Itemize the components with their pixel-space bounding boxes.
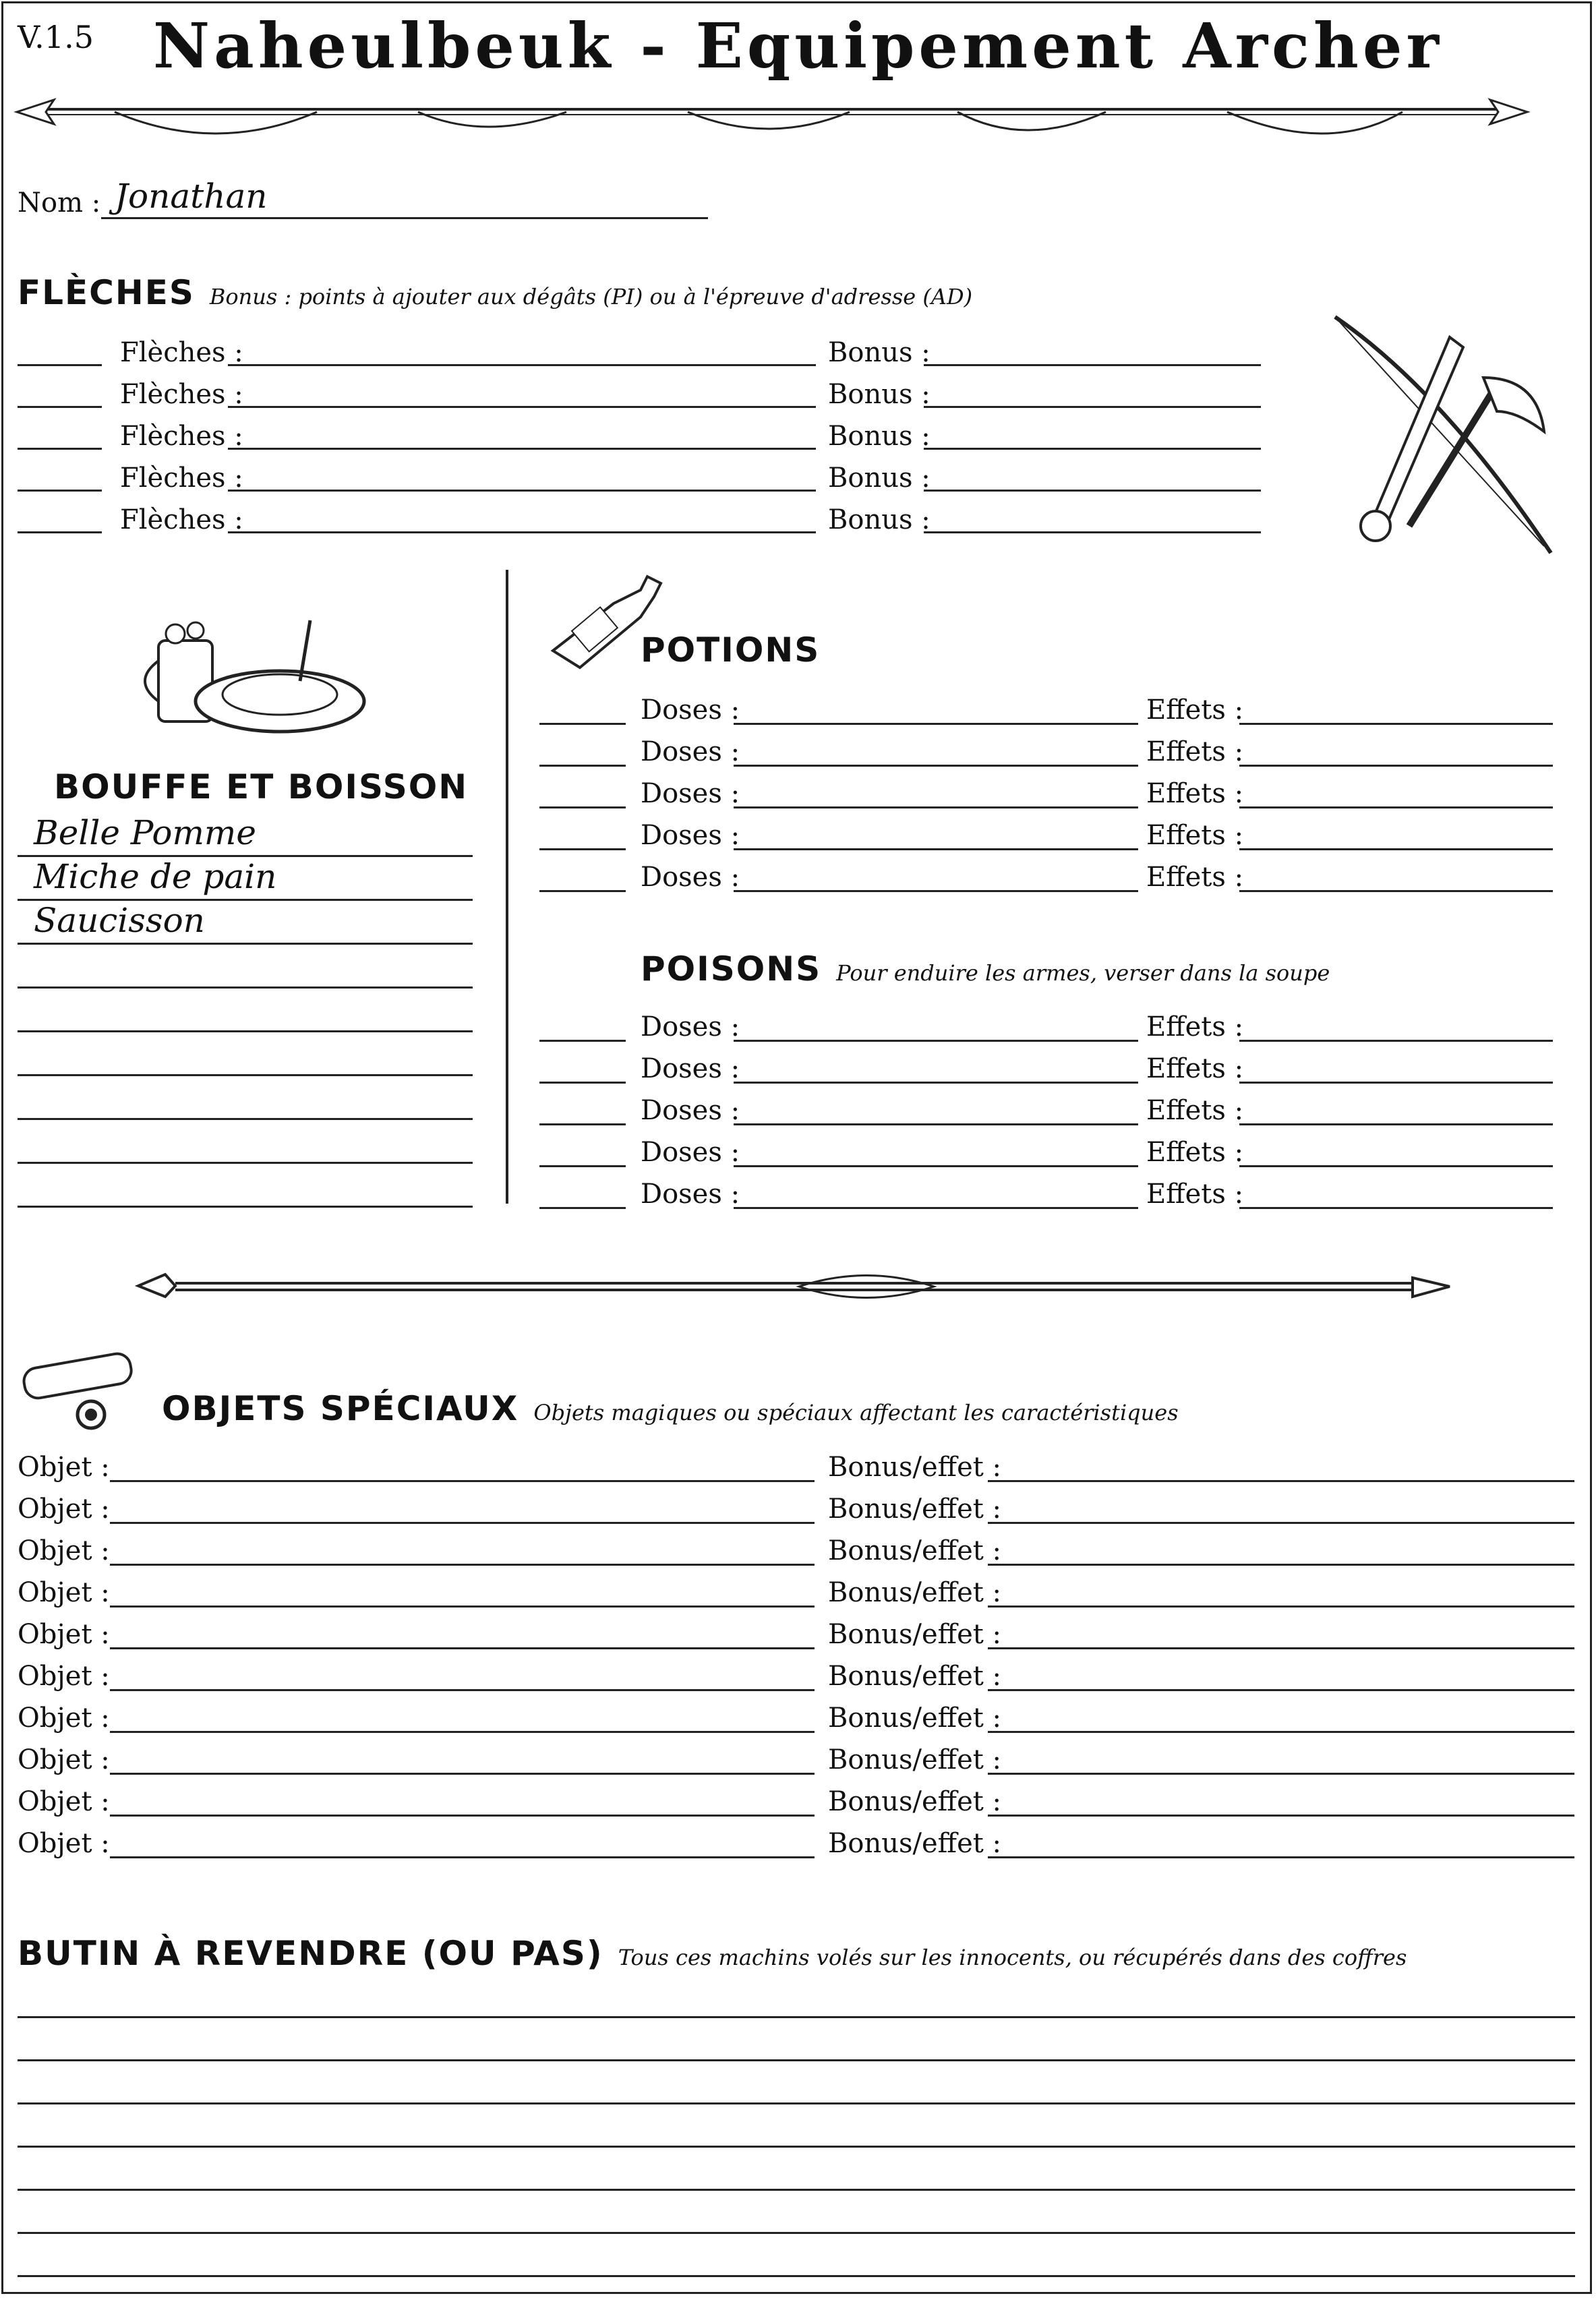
- loot-line[interactable]: [18, 2016, 1575, 2018]
- potions-title: POTIONS: [641, 630, 821, 670]
- object-line[interactable]: [110, 1522, 815, 1524]
- potion-effects-label: Effets :: [1146, 736, 1244, 767]
- food-title: BOUFFE ET BOISSON: [54, 767, 469, 806]
- object-bonus-label: Bonus/effet :: [828, 1786, 1002, 1817]
- poison-effects-line[interactable]: [1239, 1165, 1553, 1167]
- object-bonus-line[interactable]: [988, 1689, 1574, 1691]
- object-line[interactable]: [110, 1856, 815, 1858]
- poison-effects-label: Effets :: [1146, 1179, 1244, 1210]
- name-value[interactable]: Jonathan: [115, 177, 268, 216]
- object-bonus-line[interactable]: [988, 1480, 1574, 1482]
- poison-doses-line[interactable]: [734, 1082, 1138, 1084]
- staff-divider-icon: [125, 1258, 1467, 1312]
- poisons-title: POISONS Pour enduire les armes, verser dans la soupe: [641, 949, 1330, 989]
- arrow-label: Flèches :: [120, 504, 243, 535]
- object-bonus-label: Bonus/effet :: [828, 1661, 1002, 1692]
- arrow-bonus-label: Bonus :: [828, 421, 930, 452]
- object-bonus-line[interactable]: [988, 1522, 1574, 1524]
- object-bonus-line[interactable]: [988, 1856, 1574, 1858]
- object-line[interactable]: [110, 1773, 815, 1775]
- food-line[interactable]: [18, 1162, 473, 1164]
- name-label: Nom :: [18, 187, 101, 218]
- poison-doses-line[interactable]: [734, 1165, 1138, 1167]
- potion-count-line[interactable]: [539, 890, 626, 892]
- arrow-count-line[interactable]: [18, 490, 102, 492]
- object-label: Objet :: [18, 1494, 110, 1525]
- beer-mug-food-icon: [138, 607, 374, 742]
- potion-effects-label: Effets :: [1146, 695, 1244, 726]
- object-bonus-line[interactable]: [988, 1773, 1574, 1775]
- arrow-name-line[interactable]: [228, 364, 816, 366]
- object-bonus-label: Bonus/effet :: [828, 1828, 1002, 1859]
- object-bonus-label: Bonus/effet :: [828, 1452, 1002, 1483]
- object-label: Objet :: [18, 1619, 110, 1650]
- poisons-subtitle: Pour enduire les armes, verser dans la soupe: [836, 960, 1330, 986]
- arrow-count-line[interactable]: [18, 448, 102, 450]
- poison-doses-label: Doses :: [641, 1179, 740, 1210]
- object-bonus-line[interactable]: [988, 1815, 1574, 1817]
- arrow-label: Flèches :: [120, 463, 243, 494]
- loot-line[interactable]: [18, 2059, 1575, 2061]
- object-bonus-label: Bonus/effet :: [828, 1619, 1002, 1650]
- food-item[interactable]: Miche de pain: [34, 857, 277, 896]
- poison-doses-label: Doses :: [641, 1137, 740, 1168]
- poison-doses-line[interactable]: [734, 1123, 1138, 1125]
- poison-doses-line[interactable]: [734, 1207, 1138, 1209]
- arrow-bonus-line[interactable]: [924, 531, 1261, 533]
- arrow-count-line[interactable]: [18, 364, 102, 366]
- potion-effects-line[interactable]: [1239, 848, 1553, 850]
- version-label: V.1.5: [18, 19, 94, 55]
- food-line[interactable]: [18, 943, 473, 945]
- object-label: Objet :: [18, 1452, 110, 1483]
- food-line[interactable]: [18, 1206, 473, 1208]
- object-bonus-label: Bonus/effet :: [828, 1577, 1002, 1608]
- scroll-ring-icon: [17, 1347, 158, 1435]
- arrow-label: Flèches :: [120, 337, 243, 368]
- potion-doses-line[interactable]: [734, 765, 1138, 767]
- potion-doses-label: Doses :: [641, 862, 740, 893]
- object-bonus-line[interactable]: [988, 1647, 1574, 1649]
- arrow-bonus-line[interactable]: [924, 406, 1261, 408]
- loot-line[interactable]: [18, 2102, 1575, 2104]
- food-line[interactable]: [18, 986, 473, 989]
- loot-title: BUTIN À REVENDRE (OU PAS) Tous ces machins volés sur les innocents, ou récupérés dans des coffres: [18, 1934, 1407, 1973]
- object-bonus-label: Bonus/effet :: [828, 1744, 1002, 1775]
- food-line[interactable]: [18, 1030, 473, 1032]
- potion-doses-label: Doses :: [641, 820, 740, 851]
- object-line[interactable]: [110, 1647, 815, 1649]
- arrow-label: Flèches :: [120, 379, 243, 410]
- object-bonus-label: Bonus/effet :: [828, 1494, 1002, 1525]
- arrow-name-line[interactable]: [228, 406, 816, 408]
- object-label: Objet :: [18, 1786, 110, 1817]
- object-label: Objet :: [18, 1828, 110, 1859]
- potion-doses-line[interactable]: [734, 890, 1138, 892]
- loot-line[interactable]: [18, 2189, 1575, 2191]
- object-label: Objet :: [18, 1535, 110, 1566]
- special-title: OBJETS SPÉCIAUX Objets magiques ou spéciaux affectant les caractéristiques: [162, 1389, 1179, 1428]
- potion-doses-label: Doses :: [641, 736, 740, 767]
- potion-effects-label: Effets :: [1146, 820, 1244, 851]
- poison-doses-line[interactable]: [734, 1040, 1138, 1042]
- arrows-title: FLÈCHES Bonus : points à ajouter aux dégâts (PI) ou à l'épreuve d'adresse (AD): [18, 273, 973, 312]
- poison-effects-line[interactable]: [1239, 1207, 1553, 1209]
- arrow-count-line[interactable]: [18, 531, 102, 533]
- poison-effects-line[interactable]: [1239, 1082, 1553, 1084]
- object-bonus-line[interactable]: [988, 1731, 1574, 1733]
- column-divider: [506, 570, 508, 1204]
- loot-line[interactable]: [18, 2275, 1575, 2277]
- poison-effects-label: Effets :: [1146, 1053, 1244, 1084]
- object-line[interactable]: [110, 1480, 815, 1482]
- potion-count-line[interactable]: [539, 723, 626, 725]
- object-line[interactable]: [110, 1564, 815, 1566]
- poison-doses-label: Doses :: [641, 1011, 740, 1042]
- loot-subtitle: Tous ces machins volés sur les innocents, ou récupérés dans des coffres: [618, 1945, 1407, 1970]
- page-title: Naheulbeuk - Equipement Archer: [153, 9, 1443, 82]
- potion-effects-line[interactable]: [1239, 806, 1553, 808]
- special-subtitle: Objets magiques ou spéciaux affectant les caractéristiques: [533, 1400, 1179, 1425]
- object-label: Objet :: [18, 1703, 110, 1734]
- arrow-bonus-line[interactable]: [924, 364, 1261, 366]
- arrow-bonus-label: Bonus :: [828, 379, 930, 410]
- loot-line[interactable]: [18, 2146, 1575, 2148]
- potion-effects-label: Effets :: [1146, 862, 1244, 893]
- food-line[interactable]: [18, 1118, 473, 1120]
- potion-count-line[interactable]: [539, 765, 626, 767]
- poison-count-line[interactable]: [539, 1082, 626, 1084]
- poison-count-line[interactable]: [539, 1123, 626, 1125]
- object-label: Objet :: [18, 1744, 110, 1775]
- object-label: Objet :: [18, 1577, 110, 1608]
- arrow-bonus-label: Bonus :: [828, 504, 930, 535]
- potion-count-line[interactable]: [539, 848, 626, 850]
- potion-doses-label: Doses :: [641, 695, 740, 726]
- arrow-name-line[interactable]: [228, 490, 816, 492]
- name-line: [101, 217, 708, 219]
- object-line[interactable]: [110, 1689, 815, 1691]
- poison-count-line[interactable]: [539, 1040, 626, 1042]
- potion-effects-line[interactable]: [1239, 890, 1553, 892]
- arrow-bonus-line[interactable]: [924, 448, 1261, 450]
- potion-count-line[interactable]: [539, 806, 626, 808]
- poison-doses-label: Doses :: [641, 1053, 740, 1084]
- poison-count-line[interactable]: [539, 1165, 626, 1167]
- object-line[interactable]: [110, 1815, 815, 1817]
- object-line[interactable]: [110, 1605, 815, 1608]
- poison-count-line[interactable]: [539, 1207, 626, 1209]
- arrow-label: Flèches :: [120, 421, 243, 452]
- arrow-count-line[interactable]: [18, 406, 102, 408]
- poison-effects-line[interactable]: [1239, 1123, 1553, 1125]
- poison-effects-label: Effets :: [1146, 1011, 1244, 1042]
- arrow-bonus-label: Bonus :: [828, 463, 930, 494]
- object-label: Objet :: [18, 1661, 110, 1692]
- arrow-name-line[interactable]: [228, 448, 816, 450]
- arrow-bonus-label: Bonus :: [828, 337, 930, 368]
- arrow-divider-icon: [13, 88, 1531, 148]
- object-bonus-line[interactable]: [988, 1605, 1574, 1608]
- arrow-name-line[interactable]: [228, 531, 816, 533]
- poison-effects-line[interactable]: [1239, 1040, 1553, 1042]
- potion-doses-line[interactable]: [734, 723, 1138, 725]
- potion-effects-line[interactable]: [1239, 765, 1553, 767]
- food-item[interactable]: Saucisson: [34, 901, 205, 940]
- poison-doses-label: Doses :: [641, 1095, 740, 1126]
- object-line[interactable]: [110, 1731, 815, 1733]
- food-line[interactable]: [18, 1074, 473, 1076]
- potion-doses-line[interactable]: [734, 848, 1138, 850]
- loot-line[interactable]: [18, 2232, 1575, 2234]
- poison-effects-label: Effets :: [1146, 1095, 1244, 1126]
- arrows-subtitle: Bonus : points à ajouter aux dégâts (PI) ou à l'épreuve d'adresse (AD): [209, 284, 973, 310]
- object-bonus-line[interactable]: [988, 1564, 1574, 1566]
- potion-doses-label: Doses :: [641, 778, 740, 809]
- potion-effects-line[interactable]: [1239, 723, 1553, 725]
- object-bonus-label: Bonus/effet :: [828, 1535, 1002, 1566]
- potion-doses-line[interactable]: [734, 806, 1138, 808]
- arrow-bonus-line[interactable]: [924, 490, 1261, 492]
- potion-effects-label: Effets :: [1146, 778, 1244, 809]
- bow-sword-axe-icon: [1322, 310, 1571, 560]
- poison-effects-label: Effets :: [1146, 1137, 1244, 1168]
- object-bonus-label: Bonus/effet :: [828, 1703, 1002, 1734]
- food-item[interactable]: Belle Pomme: [34, 813, 256, 852]
